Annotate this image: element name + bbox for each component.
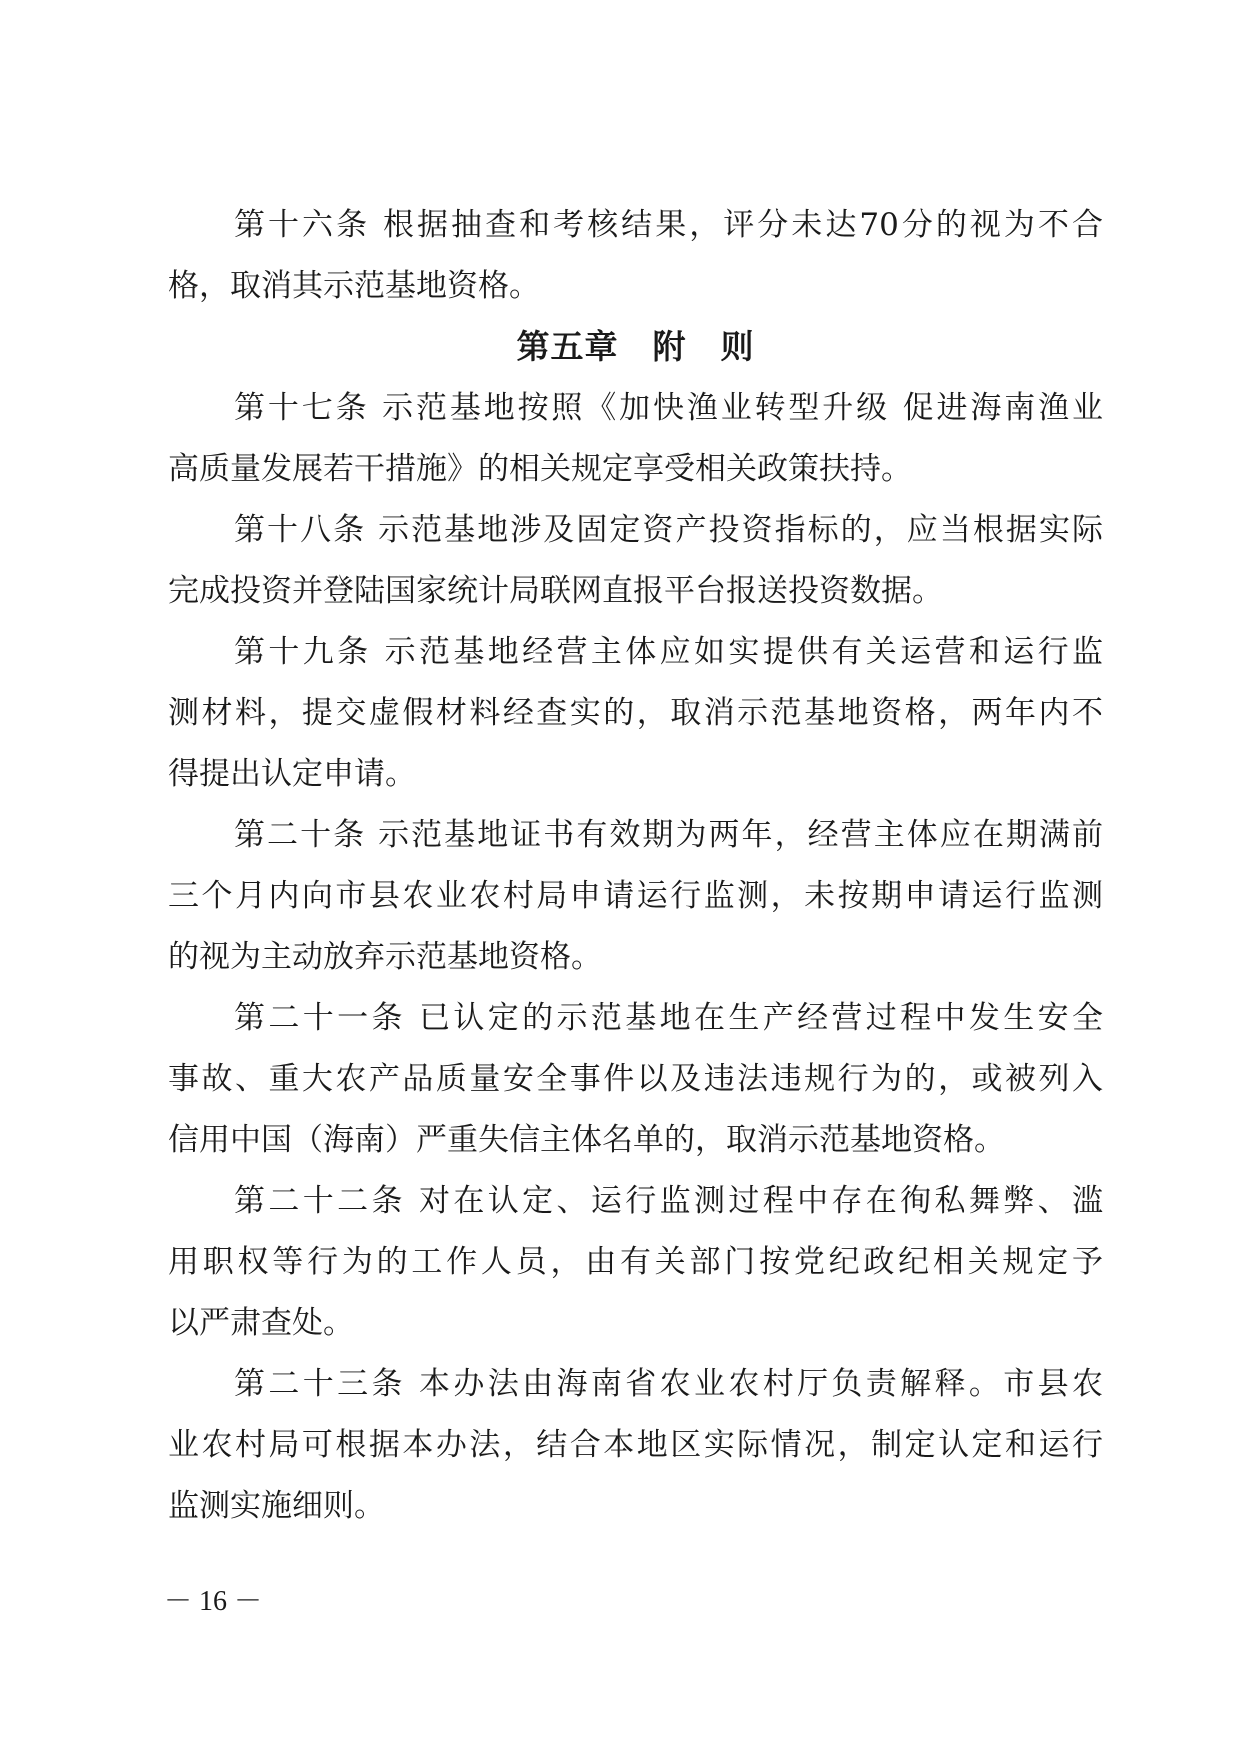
article-19-line-1: 第十九条 示范基地经营主体应如实提供有关运营和运行监 [234,634,1103,670]
article-16-line-2: 格，取消其示范基地资格。 [168,268,540,304]
chapter-heading: 第五章 附 则 [516,327,755,366]
article-20-line-2: 三个月内向市县农业农村局申请运行监测，未按期申请运行监测 [168,878,1103,914]
article-20-line-1: 第二十条 示范基地证书有效期为两年，经营主体应在期满前 [234,817,1103,853]
article-16-line-1: 第十六条 根据抽查和考核结果，评分未达70分的视为不合 [234,207,1103,243]
article-23-line-1: 第二十三条 本办法由海南省农业农村厅负责解释。市县农 [234,1366,1103,1402]
article-19-line-2: 测材料，提交虚假材料经查实的，取消示范基地资格，两年内不 [168,695,1103,731]
article-18-line-2: 完成投资并登陆国家统计局联网直报平台报送投资数据。 [168,573,943,609]
article-23-line-2: 业农村局可根据本办法，结合本地区实际情况，制定认定和运行 [168,1427,1103,1463]
article-23-line-3: 监测实施细则。 [168,1488,385,1524]
page-number: － 16 － [164,1586,263,1617]
article-21-line-2: 事故、重大农产品质量安全事件以及违法违规行为的，或被列入 [168,1061,1103,1097]
article-20-line-3: 的视为主动放弃示范基地资格。 [168,939,602,975]
article-19-line-3: 得提出认定申请。 [168,756,416,792]
article-18-line-1: 第十八条 示范基地涉及固定资产投资指标的，应当根据实际 [234,512,1103,548]
article-22-line-2: 用职权等行为的工作人员，由有关部门按党纪政纪相关规定予 [168,1244,1103,1280]
article-22-line-3: 以严肃查处。 [168,1305,354,1341]
article-17-line-2: 高质量发展若干措施》的相关规定享受相关政策扶持。 [168,451,912,487]
article-21-line-1: 第二十一条 已认定的示范基地在生产经营过程中发生安全 [234,1000,1103,1036]
article-21-line-3: 信用中国（海南）严重失信主体名单的，取消示范基地资格。 [168,1122,1005,1158]
article-17-line-1: 第十七条 示范基地按照《加快渔业转型升级 促进海南渔业 [234,390,1103,426]
article-22-line-1: 第二十二条 对在认定、运行监测过程中存在徇私舞弊、滥 [234,1183,1103,1219]
